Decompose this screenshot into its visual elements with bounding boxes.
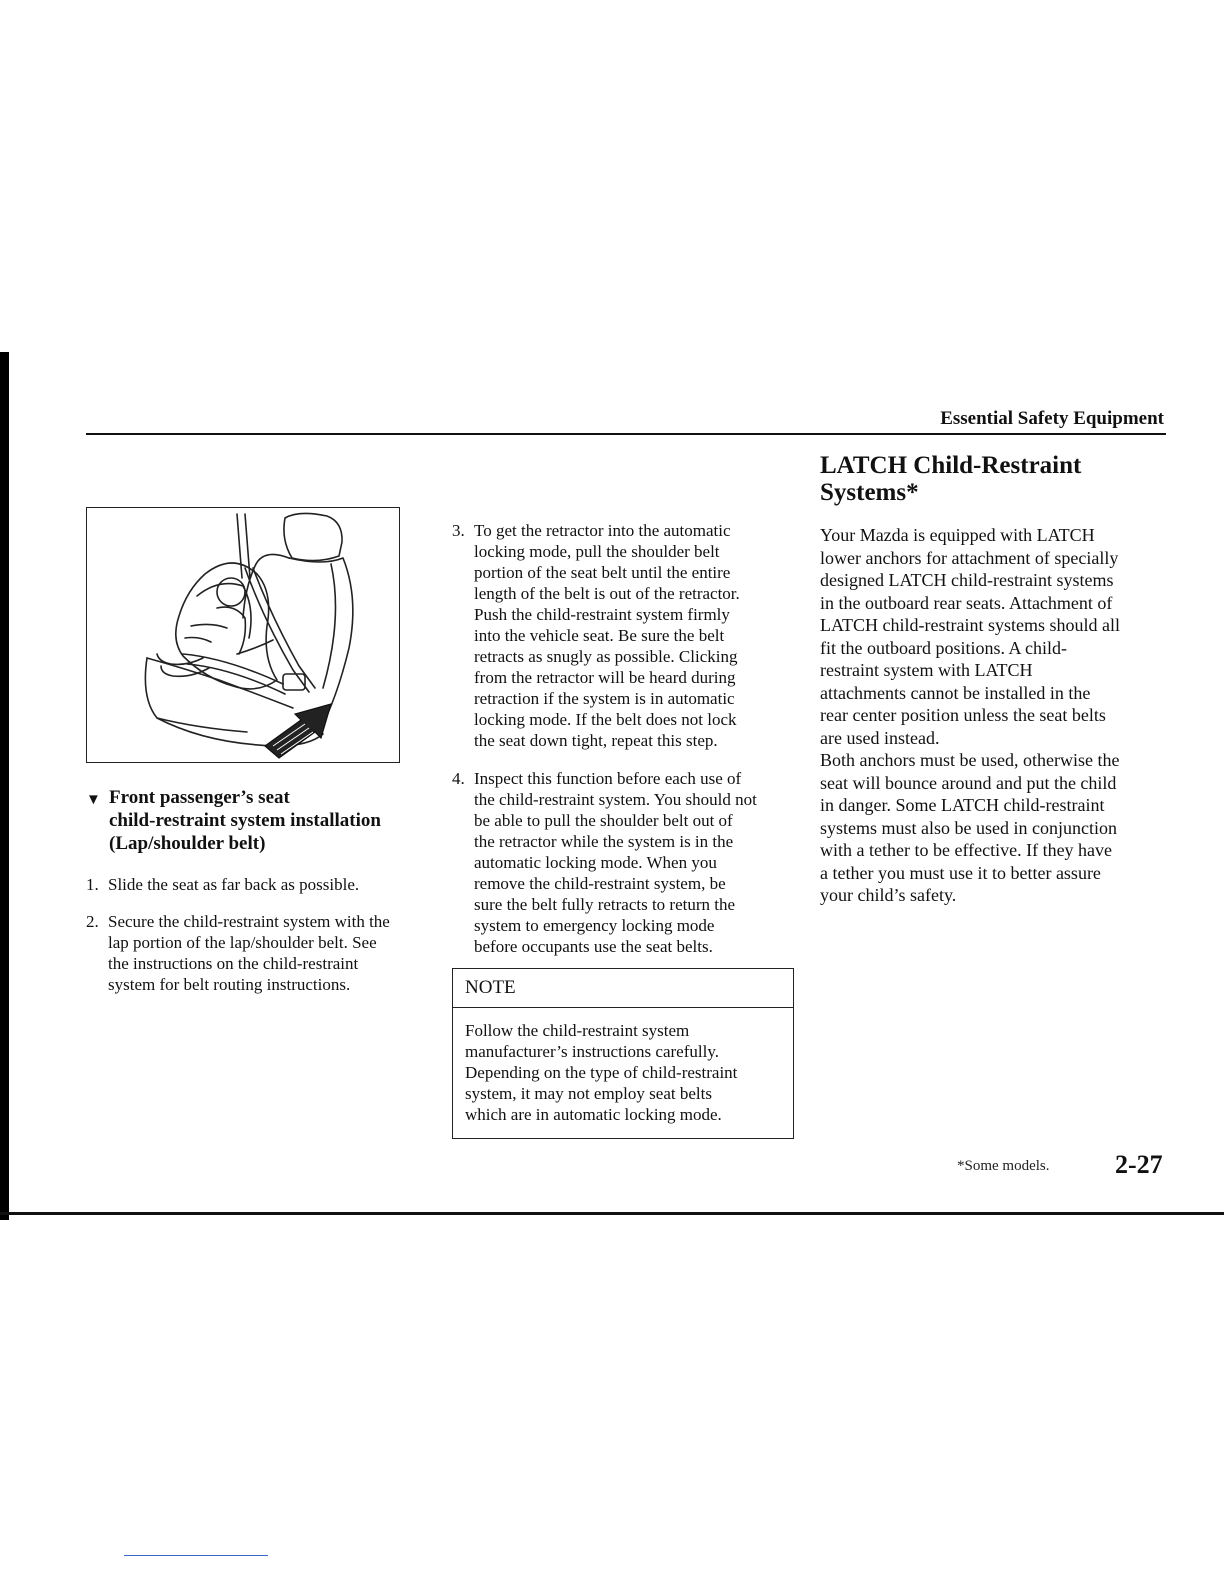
step-text-line: lap portion of the lap/shoulder belt. See [108,933,377,952]
child-seat-illustration [86,507,400,763]
step-text-line: system for belt routing instructions. [108,975,351,994]
installation-subheading [86,786,436,855]
paragraph-line: seat will bounce around and put the child [820,772,1117,793]
step-text-line: Inspect this function before each use of [474,769,742,788]
note-text-line: Follow the child-restraint system [465,1021,690,1040]
step-text-line: portion of the seat belt until the entire [474,563,731,582]
step-text-line: the seat down tight, repeat this step. [474,731,718,750]
paragraph-line: your child’s safety. [820,885,957,905]
step-number: 2. [86,912,99,931]
note-heading: NOTE [453,969,793,1008]
paragraph-line: systems must also be used in conjunction [820,817,1117,838]
paragraph-line: in danger. Some LATCH child-restraint [820,795,1105,815]
step-number: 1. [86,875,99,894]
latch-paragraph-2 [820,749,1172,907]
section-title [820,452,1172,506]
step-text-line: locking mode, pull the shoulder belt [474,542,720,561]
subheading-line: Front passenger’s seat [109,787,290,808]
bottom-rule [0,1212,1224,1215]
paragraph-line: Your Mazda is equipped with LATCH [820,525,1095,545]
paragraph-line: rear center position unless the seat belts [820,705,1106,725]
step-text-line: Secure the child-restraint system with the [108,912,390,931]
right-column [820,452,1172,907]
step-text-line: from the retractor will be heard during [474,668,736,687]
paragraph-line: are used instead. [820,727,940,748]
step-text-line: retraction if the system is in automatic [474,689,735,708]
note-body [453,1008,793,1125]
step-text-line: the child-restraint system. You should not [474,790,757,809]
subheading-line: child-restraint system installation [109,810,381,831]
note-text-line: Depending on the type of child-restraint [465,1063,738,1082]
paragraph-line: fit the outboard positions. A child- [820,637,1067,658]
note-text-line: system, it may not employ seat belts [465,1084,712,1103]
paragraph-line: designed LATCH child-restraint systems [820,570,1114,590]
triangle-down-icon: ▼ [86,792,101,808]
step-text-line: locking mode. If the belt does not lock [474,710,737,729]
step-text-line: automatic locking mode. When you [474,853,717,872]
step-text-line: retracts as snugly as possible. Clicking [474,647,738,666]
step-3 [452,520,800,751]
step-text-line: Slide the seat as far back as possible. [108,875,360,894]
paragraph-line: a tether you must use it to better assure [820,862,1101,883]
step-4 [452,768,800,957]
step-text-line: sure the belt fully retracts to return the [474,895,736,914]
scan-edge-bar [0,352,9,1220]
note-text-line: which are in automatic locking mode. [465,1105,722,1124]
middle-column [452,520,800,957]
step-text-line: before occupants use the seat belts. [474,937,713,956]
header-rule [86,433,1166,435]
step-1 [86,874,436,895]
left-column [86,786,436,995]
step-text-line: into the vehicle seat. Be sure the belt [474,626,725,645]
arrow-icon [265,704,331,758]
paragraph-line: LATCH child-restraint systems should all [820,615,1120,635]
step-text-line: system to emergency locking mode [474,916,715,935]
page-header-title: Essential Safety Equipment [940,408,1164,429]
scan-blue-line [124,1555,268,1556]
paragraph-line: attachments cannot be installed in the [820,682,1091,703]
paragraph-line: restraint system with LATCH [820,660,1033,680]
step-2 [86,911,436,995]
step-text-line: To get the retractor into the automatic [474,521,731,540]
paragraph-line: in the outboard rear seats. Attachment of [820,592,1113,613]
step-number: 3. [452,521,465,540]
step-text-line: be able to pull the shoulder belt out of [474,811,733,830]
section-title-line: Systems* [820,479,919,506]
latch-paragraph-1 [820,524,1172,749]
step-text-line: length of the belt is out of the retractor. [474,584,740,603]
page-number: 2-27 [1115,1150,1163,1179]
step-number: 4. [452,769,465,788]
subheading-line: (Lap/shoulder belt) [109,833,266,854]
step-text-line: the instructions on the child-restraint [108,954,359,973]
step-text-line: the retractor while the system is in the [474,832,734,851]
paragraph-line: Both anchors must be used, otherwise the [820,750,1120,770]
paragraph-line: lower anchors for attachment of specially [820,547,1119,568]
note-box [452,968,794,1139]
paragraph-line: with a tether to be effective. If they have [820,840,1113,860]
step-text-line: remove the child-restraint system, be [474,874,726,893]
step-text-line: Push the child-restraint system firmly [474,605,730,624]
section-title-line: LATCH Child-Restraint [820,452,1082,479]
note-text-line: manufacturer’s instructions carefully. [465,1042,719,1061]
child-seat-drawing [87,508,399,762]
footnote: *Some models. [957,1158,1050,1174]
